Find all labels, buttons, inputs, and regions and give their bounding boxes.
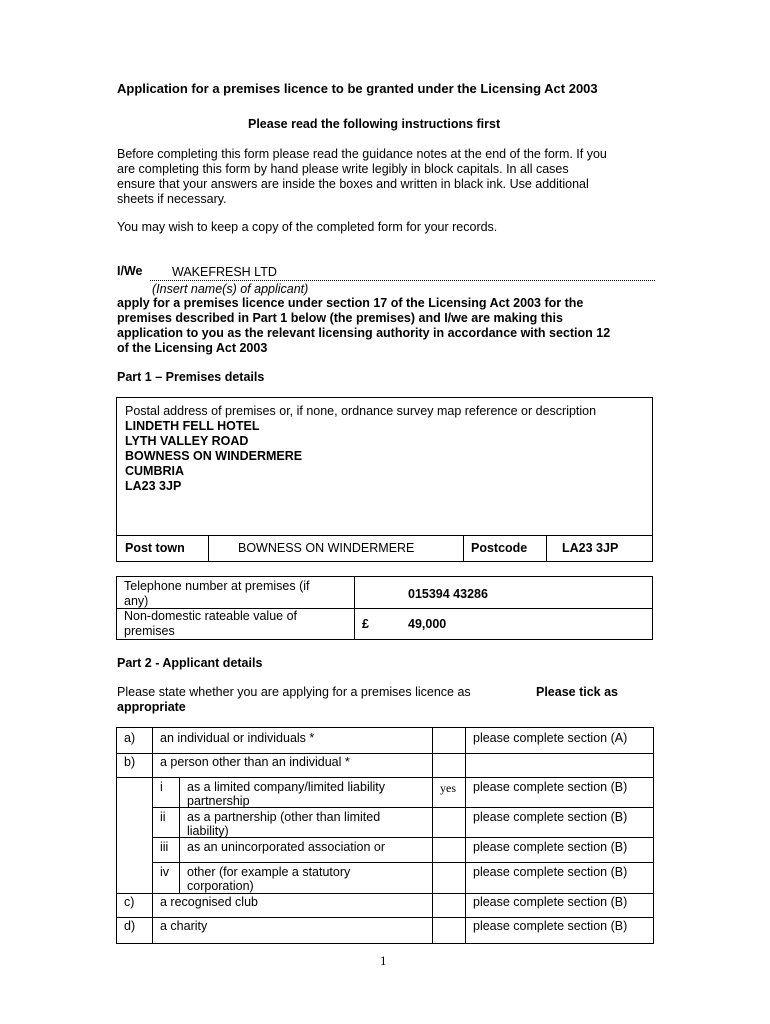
row-action: please complete section (B) [473,840,628,854]
row-text: a recognised club [160,895,258,909]
keep-copy-note: You may wish to keep a copy of the completed form for your records. [117,220,498,234]
form-title: Application for a premises licence to be granted under the Licensing Act 2003 [117,81,598,96]
part2-instruction-appropriate: appropriate [117,700,186,714]
address-line: LINDETH FELL HOTEL [125,419,260,433]
intro-paragraph [117,147,607,207]
address-line: BOWNESS ON WINDERMERE [125,449,303,463]
divider [116,535,653,536]
instructions-heading: Please read the following instructions first [248,117,501,131]
tick-box-c[interactable] [435,895,463,916]
row-text [187,810,380,838]
page-number: 1 [380,953,387,968]
label-line: premises [124,624,175,638]
divider [208,535,209,562]
row-text-line: liability) [187,824,229,838]
tick-box-a[interactable] [435,729,463,751]
part2-instruction: Please state whether you are applying for a premises licence as [117,685,471,699]
row-num: i [160,780,163,794]
divider [432,727,433,944]
label-line: Non-domestic rateable value of [124,609,298,623]
row-text-line: partnership [187,794,250,808]
row-text-line: as a limited company/limited liability [187,780,385,794]
divider [354,576,355,640]
apply-line: apply for a premises licence under section 17 of the Licensing Act 2003 for the [117,296,584,310]
divider [463,535,464,562]
telephone-label [124,579,310,609]
apply-line: of the Licensing Act 2003 [117,341,268,355]
intro-line: sheets if necessary. [117,192,227,206]
divider [546,535,547,562]
part2-heading: Part 2 - Applicant details [117,656,263,670]
row-text: an individual or individuals * [160,731,315,745]
postcode-label: Postcode [471,541,528,555]
row-text-line: other (for example a statutory [187,865,351,879]
row-text [187,780,385,808]
postcode-field[interactable]: LA23 3JP [562,541,619,555]
rateable-value-field[interactable]: 49,000 [408,617,447,631]
apply-line: premises described in Part 1 below (the premises) and I/we are making this [117,311,563,325]
row-letter: a) [124,731,136,745]
tick-box-biii[interactable] [435,839,463,861]
row-num: iv [160,865,170,879]
applicant-name-underline [150,280,655,281]
intro-line: ensure that your answers are inside the boxes and written in black ink. Use additional [117,177,589,191]
label-line: any) [124,594,149,608]
address-line: LA23 3JP [125,479,182,493]
tick-box-bi[interactable]: yes [440,781,456,795]
tick-box-d[interactable] [435,919,463,942]
rateable-label [124,609,297,639]
row-action: please complete section (A) [473,731,628,745]
tick-box-bii[interactable] [435,809,463,836]
address-line: LYTH VALLEY ROAD [125,434,249,448]
row-action: please complete section (B) [473,865,628,879]
row-num: iii [160,840,169,854]
intro-line: are completing this form by hand please write legibly in block capitals. In all cases [117,162,569,176]
row-text: as an unincorporated association or [187,840,386,854]
divider [116,917,654,918]
apply-line: application to you as the relevant licensing authority in accordance with section 12 [117,326,611,340]
row-letter: b) [124,755,136,769]
row-text: a person other than an individual * [160,755,350,769]
telephone-field[interactable]: 015394 43286 [408,587,488,601]
applicant-label: I/We [117,264,143,278]
divider [465,727,466,944]
divider [116,777,654,778]
row-text: a charity [160,919,208,933]
row-action: please complete section (B) [473,780,628,794]
divider [152,862,654,863]
part1-heading: Part 1 – Premises details [117,370,265,384]
currency-symbol: £ [362,617,369,631]
row-text [187,865,350,893]
apply-statement [117,296,610,356]
tick-box-biv[interactable] [435,864,463,892]
address-line: CUMBRIA [125,464,185,478]
row-letter: c) [124,895,135,909]
divider [179,777,180,893]
row-action: please complete section (B) [473,810,628,824]
row-num: ii [160,810,166,824]
row-letter: d) [124,919,136,933]
post-town-label: Post town [125,541,185,555]
post-town-field[interactable]: BOWNESS ON WINDERMERE [238,541,415,555]
row-text-line: corporation) [187,879,254,893]
row-action: please complete section (B) [473,895,628,909]
applicant-hint: (Insert name(s) of applicant) [152,282,309,296]
part2-tick-instruction: Please tick as [536,685,619,699]
applicant-name-field[interactable]: WAKEFRESH LTD [172,265,277,279]
label-line: Telephone number at premises (if [124,579,310,593]
divider [116,753,654,754]
address-lines [125,419,302,494]
divider [116,893,654,894]
row-text-line: as a partnership (other than limited [187,810,381,824]
divider [152,727,153,944]
row-action: please complete section (B) [473,919,628,933]
address-label: Postal address of premises or, if none, ordnance survey map reference or description [125,404,597,418]
intro-line: Before completing this form please read the guidance notes at the end of the form. If you [117,147,607,161]
